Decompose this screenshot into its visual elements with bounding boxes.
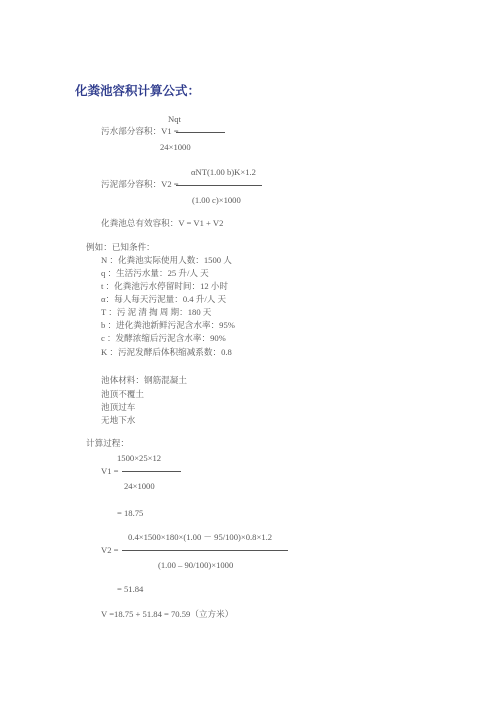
condition-item: t ：化粪池污水停留时间：12 小时 [101, 281, 228, 291]
condition-item: T ：污 泥 清 掏 周 期：180 天 [101, 307, 212, 317]
formula-total: 化粪池总有效容积：V = V1 + V2 [101, 218, 224, 228]
material-item: 池顶过车 [101, 402, 136, 412]
condition-item: α：每人每天污泥量：0.4 升/人 天 [101, 294, 227, 304]
calc-heading: 计算过程： [86, 438, 129, 448]
condition-item: K ：污泥发酵后体积缩减系数：0.8 [101, 347, 232, 357]
condition-item: b ：进化粪池新鲜污泥含水率：95% [101, 320, 235, 330]
calc-total: V =18.75 + 51.84 = 70.59（立方米） [101, 609, 234, 619]
fraction-bar [122, 471, 181, 472]
fraction-bar [176, 132, 225, 133]
calc-v1-result: = 18.75 [117, 508, 144, 518]
calc-v2-numerator: 0.4×1500×180×(1.00 － 95/100)×0.8×1.2 [128, 532, 273, 542]
fraction-bar [176, 185, 262, 186]
fraction-bar [122, 550, 288, 551]
material-item: 池顶不覆土 [101, 389, 144, 399]
formula-sludge-denominator: (1.00 c)×1000 [192, 195, 241, 205]
calc-v2-label: V2 = [101, 545, 119, 555]
formula-sewage-label: 污水部分容积：V1 = [101, 126, 179, 136]
condition-item: q ：生活污水量：25 升/人 天 [101, 268, 209, 278]
calc-v2-result: = 51.84 [117, 584, 144, 594]
calc-v1-denominator: 24×1000 [124, 481, 155, 491]
calc-v1-label: V1 = [101, 466, 119, 476]
condition-item: c ：发酵浓缩后污泥含水率：90% [101, 333, 226, 343]
formula-sewage-denominator: 24×1000 [160, 142, 191, 152]
condition-item: N ：化粪池实际使用人数：1500 人 [101, 255, 232, 265]
material-item: 无地下水 [101, 415, 136, 425]
material-item: 池体材料：钢筋混凝土 [101, 375, 187, 385]
formula-sludge-label: 污泥部分容积：V2 = [101, 179, 179, 189]
page-title: 化粪池容积计算公式： [75, 84, 201, 98]
formula-sewage-numerator: Nqt [168, 114, 181, 124]
calc-v2-denominator: (1.00 – 90/100)×1000 [158, 560, 234, 570]
calc-v1-numerator: 1500×25×12 [117, 453, 162, 463]
conditions-heading: 例如：已知条件： [86, 242, 155, 252]
formula-sludge-numerator: αNT(1.00 b)K×1.2 [191, 167, 256, 177]
